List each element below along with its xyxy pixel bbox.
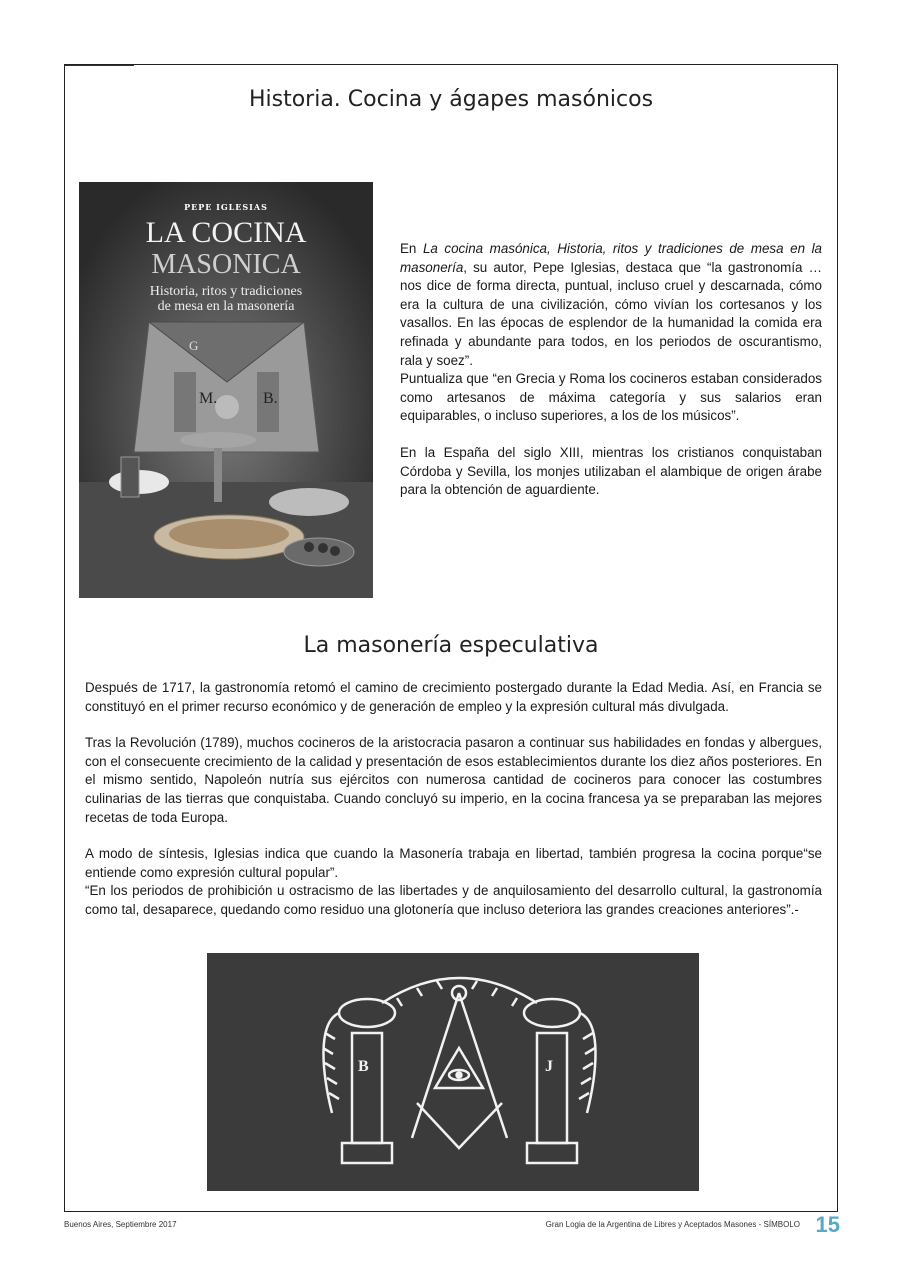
masonic-emblem-image [207,953,699,1191]
section-title: La masonería especulativa [303,633,599,658]
intro-paragraph-3: En la España del siglo XIII, mientras los cristianos conquistaban Córdoba y Sevilla, los monjes utilizaban el alambique de origen árabe para la obtención de aguardiente. [400,444,822,498]
cover-author: PEPE IGLESIAS [184,202,268,212]
page-title: Historia. Cocina y ágapes masónicos [248,87,654,112]
article-frame [64,64,838,1212]
footer-right: Gran Logia de la Argentina de Libres y Aceptados Masones - SÍMBOLO [545,1220,800,1229]
cover-subtitle-line2: de mesa en la masonería [157,299,295,314]
cover-letter-b: B. [263,390,278,407]
intro-book-title: La cocina masónica, Historia, ritos y tradiciones de mesa en la masonería [400,241,822,275]
book-cover-image [79,182,373,598]
emblem-letter-j: J [545,1058,553,1075]
section-paragraph-4: “En los periodos de prohibición u ostracismo de las libertades y de anquilosamiento del desarrollo cultural, la gastronomía como tal, desaparece, quedando como residuo una glotonería que incluso deteriora las grandes creaciones anteriores”.- [85,883,822,917]
cover-letter-g: G [189,338,199,353]
intro-p1-prefix: En [400,241,423,256]
page-number: 15 [815,1212,840,1237]
intro-paragraph-1 [400,240,822,370]
section-paragraph-3: A modo de síntesis, Iglesias indica que cuando la Masonería trabaja en libertad, también progresa la cocina porque“se entiende como expresión cultural popular”. [85,846,822,880]
emblem-illustration [207,953,699,1191]
intro-column [400,240,822,500]
intro-p1-rest: , su autor, Pepe Iglesias, destaca que “la gastronomía …nos dice de forma directa, puntual, incluso cruel y descarnada, cómo era la cultura de una civilización, cómo vivían los cortesanos y los vasallos. En las épocas de esplendor de la humanidad la comida era refinada y abundante para todos, en los periodos de oscurantismo, rala y soez”. [400,259,822,368]
cover-letter-m: M. [199,390,218,407]
cover-subtitle-line1: Historia, ritos y tradiciones [149,284,303,299]
cover-title-line2: MASONICA [151,249,301,280]
section-body [85,679,822,920]
cover-title-line1: LA COCINA [145,216,307,249]
emblem-letter-b: B [358,1058,369,1075]
cover-subtitle [79,284,373,314]
section-paragraph-1: Después de 1717, la gastronomía retomó el camino de crecimiento postergado durante la Edad Media. Así, en Francia se constituyó en el primer recurso económico y de generación de empleo y la expresión cultural más divulgada. [85,680,822,714]
footer-left: Buenos Aires, Septiembre 2017 [64,1220,177,1229]
section-paragraph-2: Tras la Revolución (1789), muchos cocineros de la aristocracia pasaron a continuar sus habilidades en fondas y albergues, con el consecuente crecimiento de la calidad y presentación de esos establecimientos durante los diez años posteriores. En el mismo sentido, Napoleón nutría sus ejércitos con numerosa cantidad de cocineros para conocer las costumbres culinarias de las tierras que conquistaba. Cuando concluyó su imperio, en la cocina francesa ya se preparaban las mejores recetas de toda Europa. [85,735,822,825]
intro-paragraph-2: Puntualiza que “en Grecia y Roma los cocineros estaban considerados como artesanos de máxima categoría y sus salarios eran equiparables, o incluso superiores, a los de los músicos”. [400,371,822,424]
